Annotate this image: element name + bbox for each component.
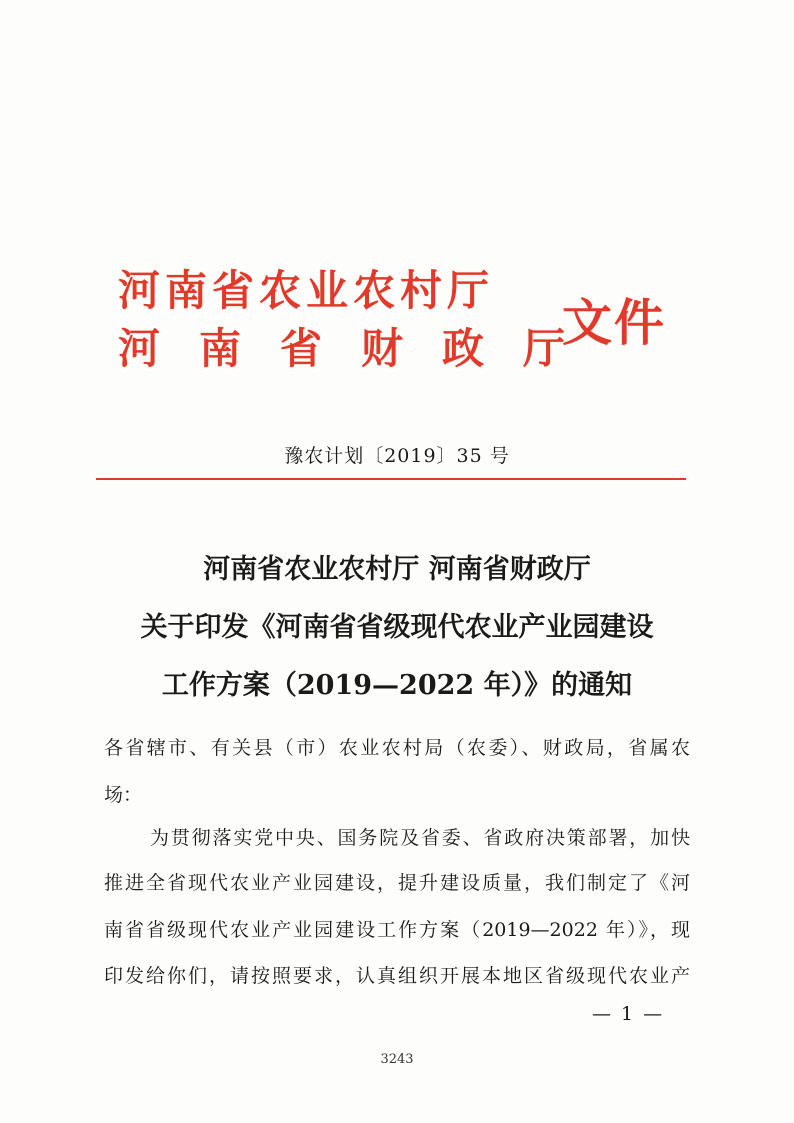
paragraph-line-4: 印发给你们，请按照要求，认真组织开展本地区省级现代农业产 <box>104 965 690 987</box>
addressee-line-1: 各省辖市、有关县（市）农业农村局（农委）、财政局，省属农 <box>104 737 690 759</box>
issuer-finance-dept: 河南省财政厅 <box>118 324 605 373</box>
paragraph-line-1: 为贯彻落实党中央、国务院及省委、省政府决策部署，加快 <box>150 827 690 849</box>
page-number: — 1 — <box>592 1003 665 1025</box>
archive-serial-number: 3243 <box>380 1052 414 1067</box>
document-number: 豫农计划〔2019〕35 号 <box>284 445 510 467</box>
title-line-3: 工作方案（2019—2022 年）》的通知 <box>161 670 633 701</box>
document-type-label: 文件 <box>562 294 666 352</box>
title-line-1: 河南省农业农村厅 河南省财政厅 <box>203 554 591 585</box>
addressee-line-2: 场： <box>104 784 143 806</box>
title-line-2: 关于印发《河南省省级现代农业产业园建设 <box>140 612 654 643</box>
issuer-agriculture-dept: 河南省农业农村厅 <box>118 266 495 315</box>
red-divider-line <box>96 478 686 480</box>
paragraph-line-3: 南省省级现代农业产业园建设工作方案（2019—2022 年）》，现 <box>104 919 690 941</box>
paragraph-line-2: 推进全省现代农业产业园建设，提升建设质量，我们制定了《河 <box>104 872 690 894</box>
